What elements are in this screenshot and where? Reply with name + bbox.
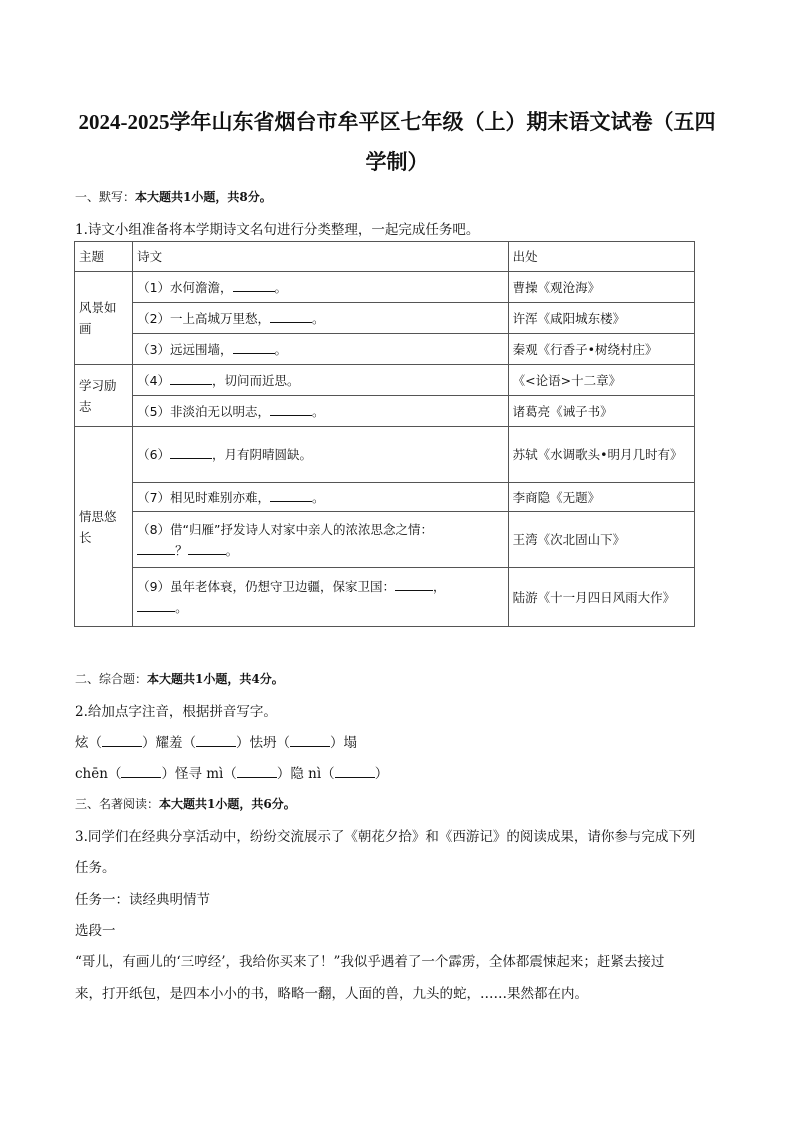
poem-cell: （7）相见时难别亦难， 。 <box>133 483 509 512</box>
poem-cell: （1）水何澹澹， 。 <box>133 272 509 303</box>
source-cell: 秦观《行香子•树绕村庄》 <box>508 334 694 365</box>
answer-blank[interactable] <box>270 489 312 502</box>
answer-blank[interactable] <box>290 734 330 747</box>
answer-blank[interactable] <box>196 734 236 747</box>
source-cell: 许浑《咸阳城东楼》 <box>508 303 694 334</box>
section-1-heading <box>75 188 272 205</box>
source-cell: 李商隐《无题》 <box>508 483 694 512</box>
poem-cell: （5）非淡泊无以明志， 。 <box>133 396 509 427</box>
question-3-stem-line-2: 任务。 <box>75 860 116 876</box>
theme-cell: 风景如画 <box>75 272 133 365</box>
answer-blank[interactable] <box>137 599 175 612</box>
section-3-desc: 本大题共1小题，共6分。 <box>159 797 296 811</box>
task-1-heading: 任务一：读经典明情节 <box>75 892 210 908</box>
section-2-desc: 本大题共1小题，共4分。 <box>147 672 284 686</box>
poem-cell: （2）一上高城万里愁， 。 <box>133 303 509 334</box>
header-theme: 主题 <box>75 242 133 272</box>
answer-blank[interactable] <box>233 341 275 354</box>
document-title: 2024-2025学年山东省烟台市牟平区七年级（上）期末语文试卷（五四学制） <box>78 110 716 174</box>
source-cell: 诸葛亮《诫子书》 <box>508 396 694 427</box>
table-row <box>75 568 695 627</box>
table-row <box>75 483 695 512</box>
source-cell: 王湾《次北固山下》 <box>508 512 694 568</box>
answer-blank[interactable] <box>233 279 275 292</box>
table-row <box>75 427 695 483</box>
answer-blank[interactable] <box>395 578 433 591</box>
section-3-label: 三、名著阅读： <box>75 797 160 811</box>
section-3-heading <box>75 795 296 812</box>
table-row <box>75 303 695 334</box>
table-row <box>75 396 695 427</box>
theme-cell: 情思悠长 <box>75 427 133 627</box>
source-cell: 曹操《观沧海》 <box>508 272 694 303</box>
table-header-row <box>75 242 695 272</box>
answer-blank[interactable] <box>121 765 161 778</box>
poem-table <box>74 241 695 627</box>
pinyin-line-1: 炫（ ）耀羞（ ）怯坍（ ）塌 <box>75 735 357 751</box>
answer-blank[interactable] <box>335 765 375 778</box>
poem-cell: （6） ，月有阴晴圆缺。 <box>133 427 509 483</box>
answer-blank[interactable] <box>170 446 212 459</box>
poem-cell: （4） ，切问而近思。 <box>133 365 509 396</box>
answer-blank[interactable] <box>270 403 312 416</box>
section-1-desc: 本大题共1小题，共8分。 <box>135 190 272 204</box>
poem-cell: （3）远远围墙， 。 <box>133 334 509 365</box>
poem-cell: （9）虽年老体衰，仍想守卫边疆，保家卫国： ， 。 <box>133 568 509 627</box>
header-poem: 诗文 <box>133 242 509 272</box>
answer-blank[interactable] <box>270 310 312 323</box>
section-2-label: 二、综合题： <box>75 672 148 686</box>
excerpt-line-2: 来，打开纸包，是四本小小的书，略略一翻，人面的兽，九头的蛇，……果然都在内。 <box>75 986 588 1002</box>
section-2-heading <box>75 670 284 687</box>
question-2-stem: 2.给加点字注音，根据拼音写字。 <box>75 704 277 720</box>
answer-blank[interactable] <box>137 542 175 555</box>
poem-cell: （8）借“归雁”抒发诗人对家中亲人的浓浓思念之情： ？ 。 <box>133 512 509 568</box>
header-source: 出处 <box>508 242 694 272</box>
source-cell: 《<论语>十二章》 <box>508 365 694 396</box>
pinyin-line-2: chēn（ ）怪寻 mì（ ）隐 nì（ ） <box>75 766 389 782</box>
excerpt-label: 选段一 <box>75 923 116 939</box>
question-3-stem-line-1: 3.同学们在经典分享活动中，纷纷交流展示了《朝花夕拾》和《西游记》的阅读成果，请你参与完成下列 <box>75 829 696 845</box>
table-row <box>75 365 695 396</box>
answer-blank[interactable] <box>188 542 226 555</box>
table-row <box>75 334 695 365</box>
answer-blank[interactable] <box>170 372 212 385</box>
source-cell: 陆游《十一月四日风雨大作》 <box>508 568 694 627</box>
source-cell: 苏轼《水调歌头•明月几时有》 <box>508 427 694 483</box>
excerpt-line-1: “哥儿，有画儿的‘三哼经’，我给你买来了！”我似乎遇着了一个霹雳，全体都震悚起来；赶紧去接过 <box>75 954 665 970</box>
answer-blank[interactable] <box>102 734 142 747</box>
table-row <box>75 272 695 303</box>
question-1-stem: 1.诗文小组准备将本学期诗文名句进行分类整理，一起完成任务吧。 <box>75 222 480 238</box>
answer-blank[interactable] <box>237 765 277 778</box>
section-1-label: 一、默写： <box>75 190 136 204</box>
table-row <box>75 512 695 568</box>
theme-cell: 学习励志 <box>75 365 133 427</box>
